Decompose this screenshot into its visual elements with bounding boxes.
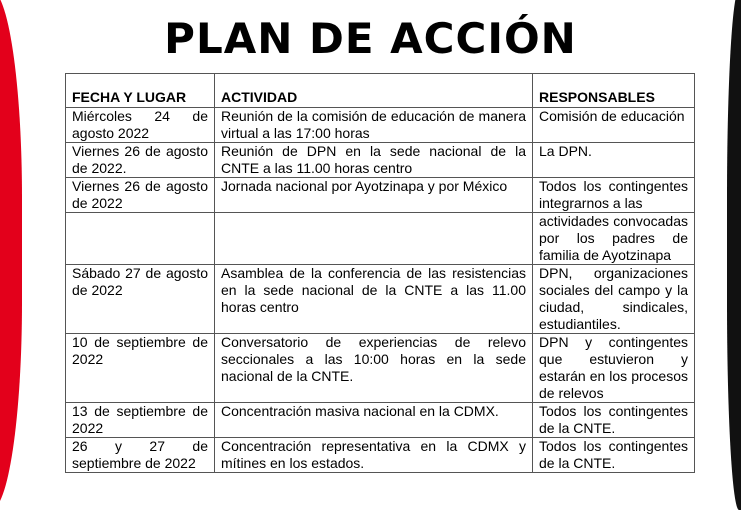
cell-actividad: Concentración representativa en la CDMX y mítines en los estados. xyxy=(215,438,533,473)
cell-responsables: Todos los contingentes de la CNTE. xyxy=(533,403,695,438)
header-actividad: ACTIVIDAD xyxy=(215,74,533,108)
table-row xyxy=(66,178,695,213)
cell-fecha: Viernes 26 de agosto de 2022 xyxy=(66,178,215,213)
left-red-border xyxy=(0,0,22,510)
cell-actividad: Jornada nacional por Ayotzinapa y por México xyxy=(215,178,533,213)
table-row xyxy=(66,265,695,334)
cell-fecha: 13 de septiembre de 2022 xyxy=(66,403,215,438)
cell-responsables: actividades convocadas por los padres de familia de Ayotzinapa xyxy=(533,213,695,265)
page-title: PLAN DE ACCIÓN xyxy=(164,14,577,63)
cell-actividad: Asamblea de la conferencia de las resistencias en la sede nacional de la CNTE a las 11.00 horas centro xyxy=(215,265,533,334)
cell-fecha xyxy=(66,213,215,265)
header-fecha: FECHA Y LUGAR xyxy=(66,74,215,108)
cell-fecha: Sábado 27 de agosto de 2022 xyxy=(66,265,215,334)
table-row xyxy=(66,438,695,473)
cell-responsables: Todos los contingentes integrarnos a las xyxy=(533,178,695,213)
table-row xyxy=(66,334,695,403)
cell-fecha: Viernes 26 de agosto de 2022. xyxy=(66,143,215,178)
cell-fecha: Miércoles 24 de agosto 2022 xyxy=(66,108,215,143)
cell-responsables: Todos los contingentes de la CNTE. xyxy=(533,438,695,473)
table-row xyxy=(66,403,695,438)
cell-responsables: DPN y contingentes que estuvieron y estarán en los procesos de relevos xyxy=(533,334,695,403)
action-plan-table xyxy=(65,73,695,473)
cell-responsables: La DPN. xyxy=(533,143,695,178)
cell-actividad: Conversatorio de experiencias de relevo seccionales a las 10:00 horas en la sede nacional de la CNTE. xyxy=(215,334,533,403)
header-responsables: RESPONSABLES xyxy=(533,74,695,108)
table-row xyxy=(66,143,695,178)
table-row xyxy=(66,108,695,143)
cell-fecha: 26 y 27 de septiembre de 2022 xyxy=(66,438,215,473)
table-row xyxy=(66,213,695,265)
cell-responsables: DPN, organizaciones sociales del campo y la ciudad, sindicales, estudiantiles. xyxy=(533,265,695,334)
cell-responsables: Comisión de educación xyxy=(533,108,695,143)
cell-fecha: 10 de septiembre de 2022 xyxy=(66,334,215,403)
cell-actividad: Concentración masiva nacional en la CDMX. xyxy=(215,403,533,438)
right-black-border xyxy=(727,0,741,510)
table-header-row xyxy=(66,74,695,108)
cell-actividad xyxy=(215,213,533,265)
cell-actividad: Reunión de DPN en la sede nacional de la CNTE a las 11.00 horas centro xyxy=(215,143,533,178)
cell-actividad: Reunión de la comisión de educación de manera virtual a las 17:00 horas xyxy=(215,108,533,143)
